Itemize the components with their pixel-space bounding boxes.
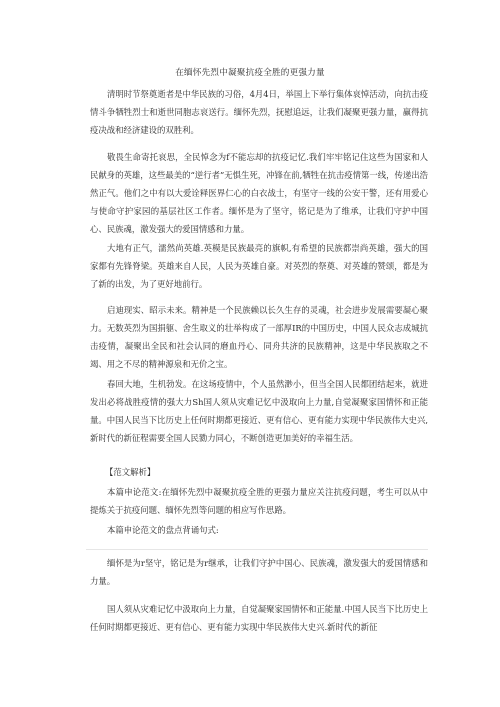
analysis-paragraph-1: 本篇申论范文:在缅怀先烈中凝聚抗疫全胜的更强力量应关注抗疫问题，考生可以从中提炼关于抗疫问题、缅怀先烈等问题的相应写作思路。	[90, 487, 428, 515]
paragraph-5: 春回大地，生机勃发。在这场疫情中，个人虽然渺小，但当全国人民都团结起来，就进发出必将战胜疫情的强大力Sh国人须从灾难记忆中汲取向上力量,自觉凝聚家国情怀和正能量。中国人民当下比历史上任何时期都更接近、更有信心、更有能力实现中华民族伟大史兴,新时代的新征程需要全国人民勠力同心，不断创造更加美好的幸福生活。	[90, 379, 428, 443]
analysis-heading: 【范文解析】	[105, 467, 156, 477]
quote-paragraph-1: 缅怀是为r坚守，铭记是为r继承，让我们守护中国心、民族魂，激发强大的爱国情感和力量。	[90, 558, 428, 586]
divider	[86, 549, 428, 550]
paragraph-1: 清明时节祭奠逝者是中华民族的习俗，4月4日，举国上下举行集体哀悼活动，向抗击疫情斗争牺牲烈士和逝世同胞志哀送行。缅怀先烈，抚慰追远，让我们凝聚更强力量，赢得抗疫决战和经济建设的双胜利。	[90, 89, 428, 135]
paragraph-2: 敬畏生命寄托哀思，全民悼念为f不能忘却的抗疫记忆.我们牢牢铭记住这些为国家和人民献身的英雄，这些最美的“逆行者”无惧生死，冲锋在前,牺牲在抗击疫情第一线，传递出浩然正气。他们之中有以大爱诠释医界仁心的白衣战士，有坚守一线的公安干警，还有用爱心与使命守护家园的基层社区工作者。缅怀是为了坚守，铭记是为了维承，让我们守护中国心、民族魂，激发强大的爱国情感和力量。	[90, 152, 428, 234]
document-title: 在缅怀先烈中凝聚抗疫全胜的更强力量	[175, 68, 325, 78]
paragraph-3: 大地有正气，濡然尚英雄.英模是民族最亮的旗帜,有希望的民族都崇尚英雄，强大的国家都有先锋脊梁。英雄来自人民，人民为英雄自豪。对英烈的祭奠、对英雄的赞颂，都是为了新的出发，为了更好地前行。	[90, 243, 428, 289]
paragraph-4: 启迪现实、昭示未来。精神是一个民族赖以长久生存的灵魂，社会进步发展需要凝心聚力。无数英烈为国捐躯、舍生取义的壮举构成了一部厚IR的中国历史，中国人民众志成城抗击疫情，凝聚出全民和社会认同的磨血丹心、同舟共济的民族精神，这是中华民族取之不竭、用之不尽的精神源泉和无价之宝。	[90, 305, 428, 369]
quote-paragraph-2: 国人须从灾难记忆中汲取向上力量，自觉凝聚家国情怀和正能量.中国人民当下比历史上任何时期都更接近、更有信心、更有能力实现中华民族伟大史兴.新时代的新征	[90, 604, 428, 632]
analysis-paragraph-2: 本篇申论范文的盘点背诵句式:	[107, 525, 219, 535]
